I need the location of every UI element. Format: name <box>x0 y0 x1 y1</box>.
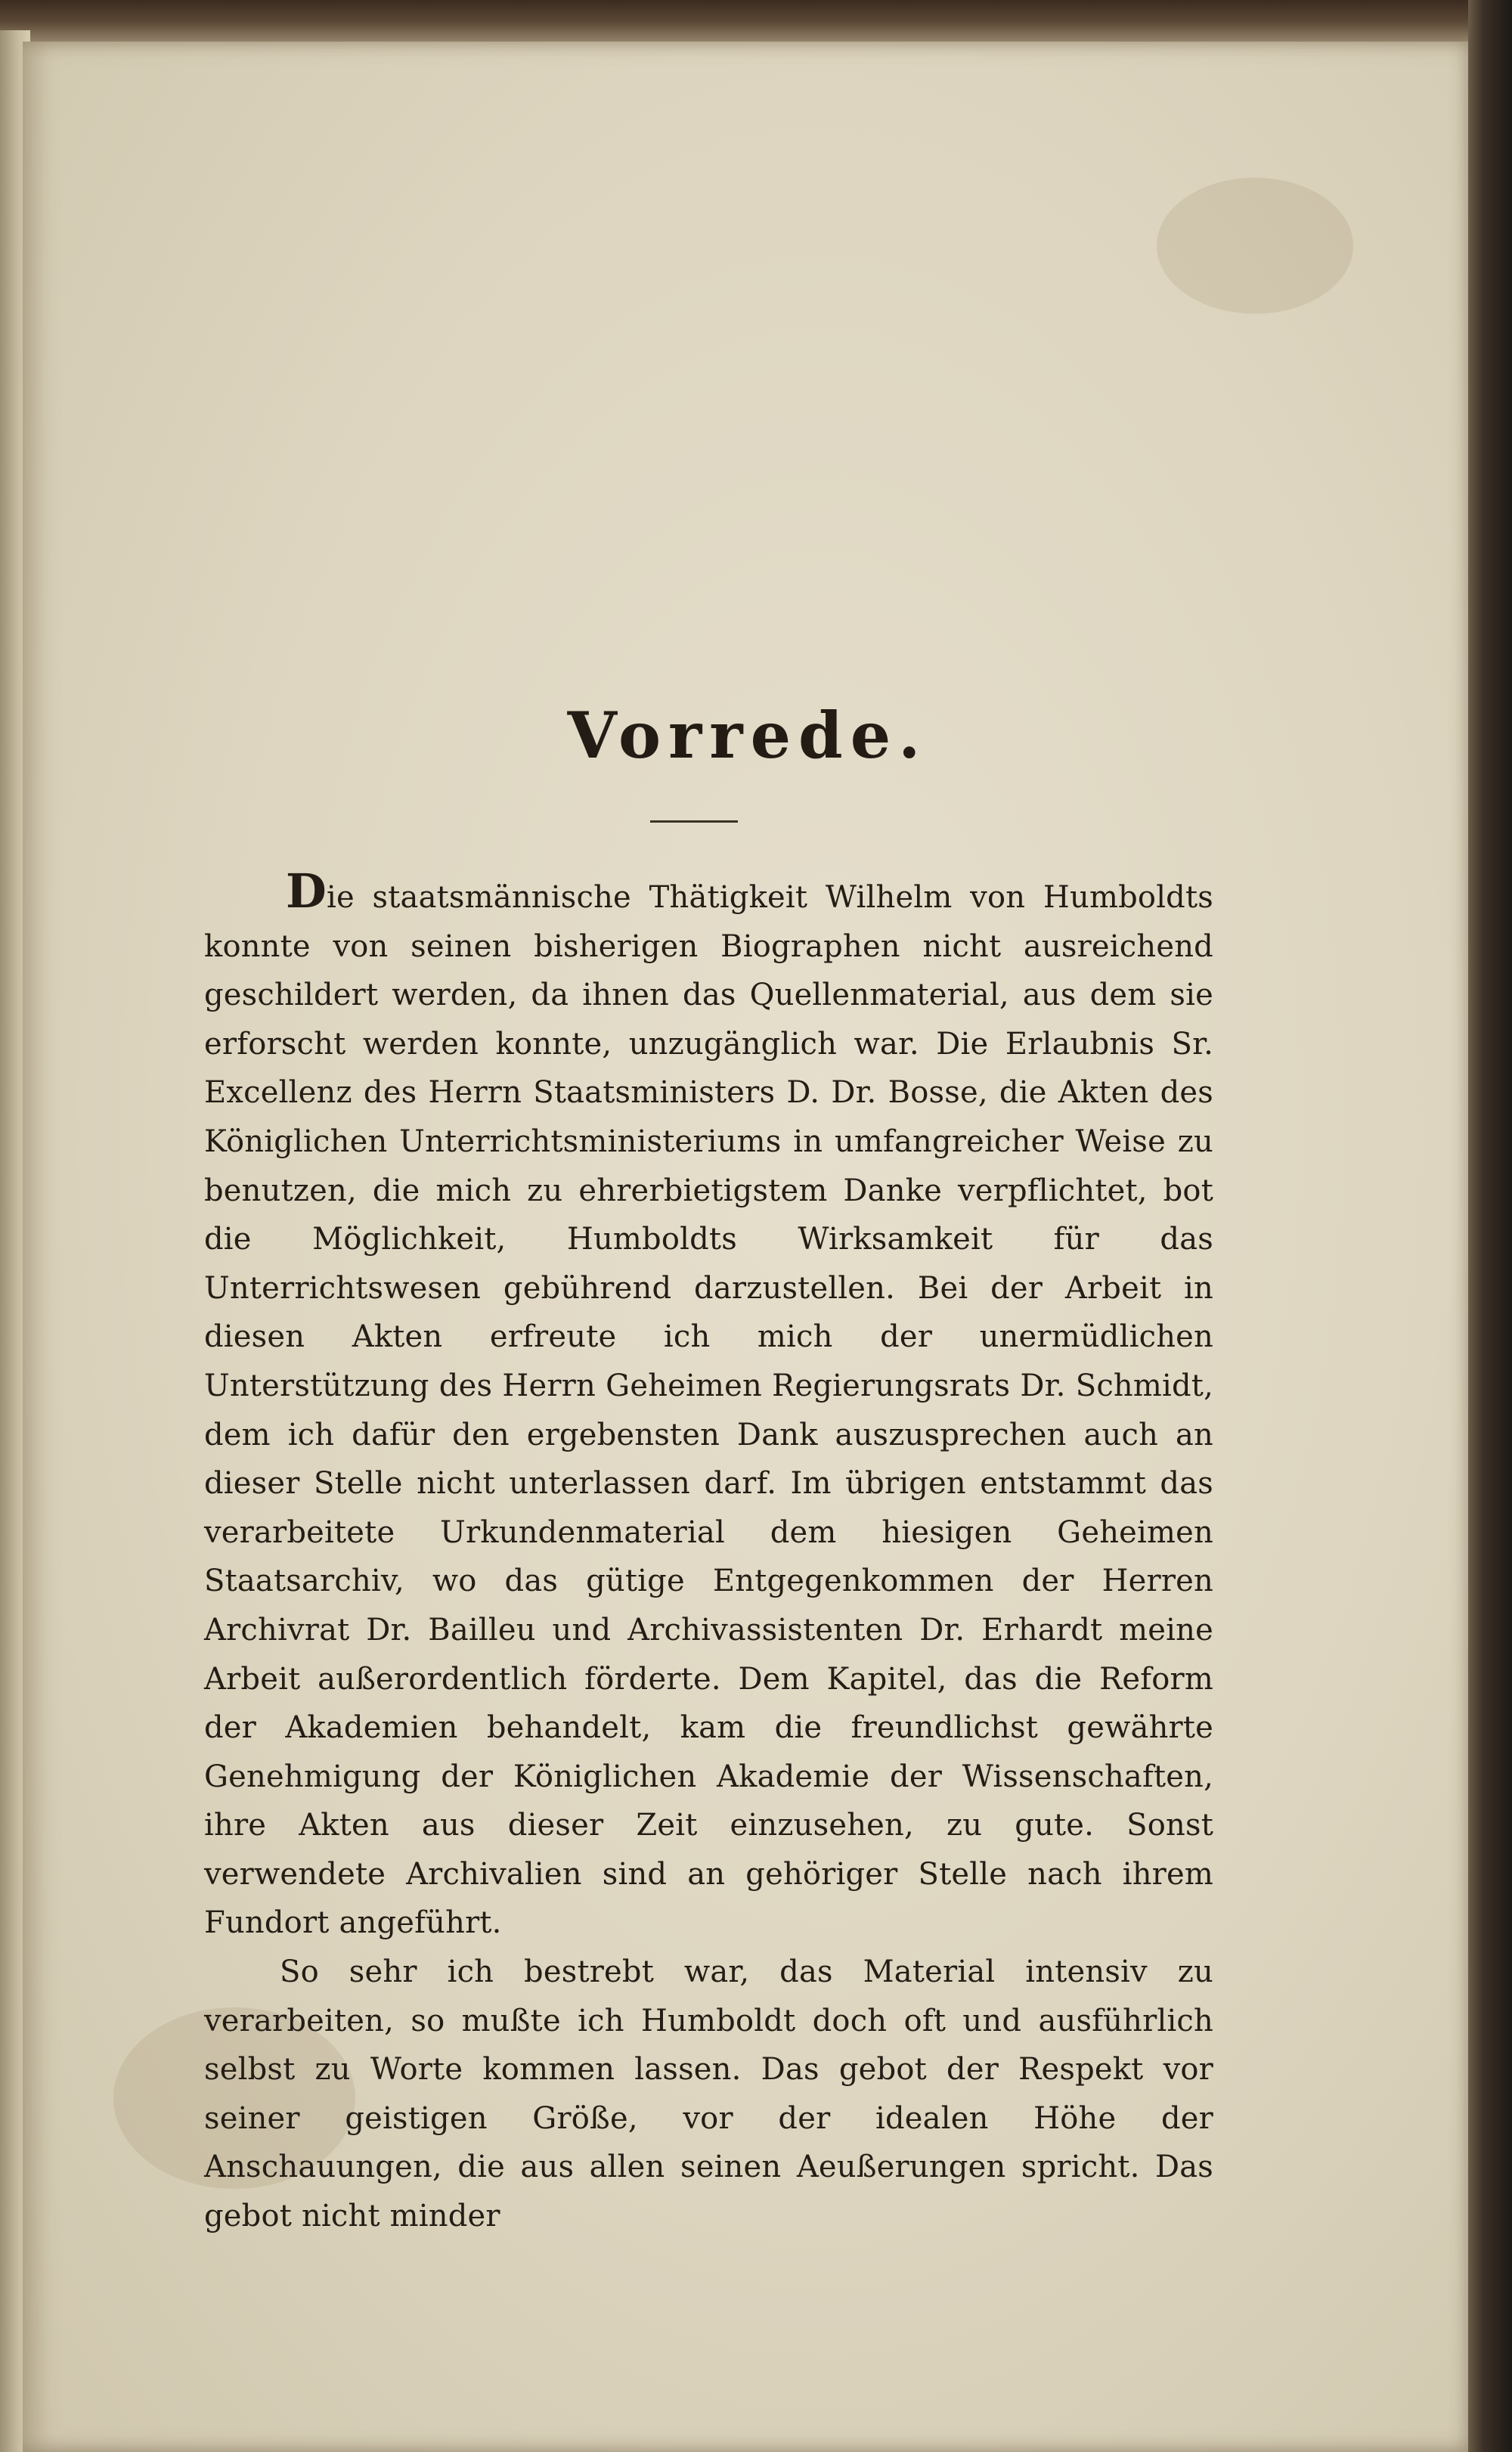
paragraph-2: So sehr ich bestrebt war, das Material intensiv zu verarbeiten, so mußte ich Humboldt doch oft und ausführlich selbst zu Worte kommen lassen. Das gebot der Respekt vor seiner geistigen Größe, vor der idealen Höhe der Anschauungen, die aus allen seinen Aeußerungen spricht. Das gebot nicht minder <box>204 1954 1213 2234</box>
page-paper <box>23 42 1473 2452</box>
paragraph-1-text: ie staatsmännische Thätigkeit Wilhelm von Humboldts konnte von seinen bisherigen Biographen nicht ausreichend geschildert werden, da ihnen das Quellenmaterial, aus dem sie erforscht werden konnte, unzugänglich war. Die Erlaubnis Sr. Excellenz des Herrn Staatsministers D. Dr. Bosse, die Akten des Königlichen Unterrichtsministeriums in umfangreicher Weise zu benutzen, die mich zu ehrerbietigstem Danke verpflichtet, bot die Möglichkeit, Humboldts Wirksamkeit für das Unterrichtswesen gebührend darzustellen. Bei der Arbeit in diesen Akten erfreute ich mich der unermüdlichen Unterstützung des Herrn Geheimen Regierungsrats Dr. Schmidt, dem ich dafür den ergebensten Dank auszusprechen auch an dieser Stelle nicht unterlassen darf. Im übrigen entstammt das verarbeitete Urkundenmaterial dem hiesigen Geheimen Staatsarchiv, wo das gütige Entgegenkommen der Herren Archivrat Dr. Bailleu und Archivassistenten Dr. Erhardt meine Arbeit außerordentlich förderte. Dem Kapitel, das die Reform der Akademien behandelt, kam die freundlichst gewährte Genehmigung der Königlichen Akademie der Wissenschaften, ihre Akten aus dieser Zeit einzusehen, zu gute. Sonst verwendete Archivalien sind an gehöriger Stelle nach ihrem Fundort angeführt. <box>204 880 1213 1941</box>
body-text <box>204 863 1213 2241</box>
title-divider <box>650 820 738 823</box>
book-right-edge <box>1468 0 1512 2452</box>
paragraph-1 <box>204 863 1213 1948</box>
page-title: Vorrede. <box>567 698 928 773</box>
drop-letter: D <box>286 863 327 919</box>
paper-stain <box>1157 178 1353 314</box>
